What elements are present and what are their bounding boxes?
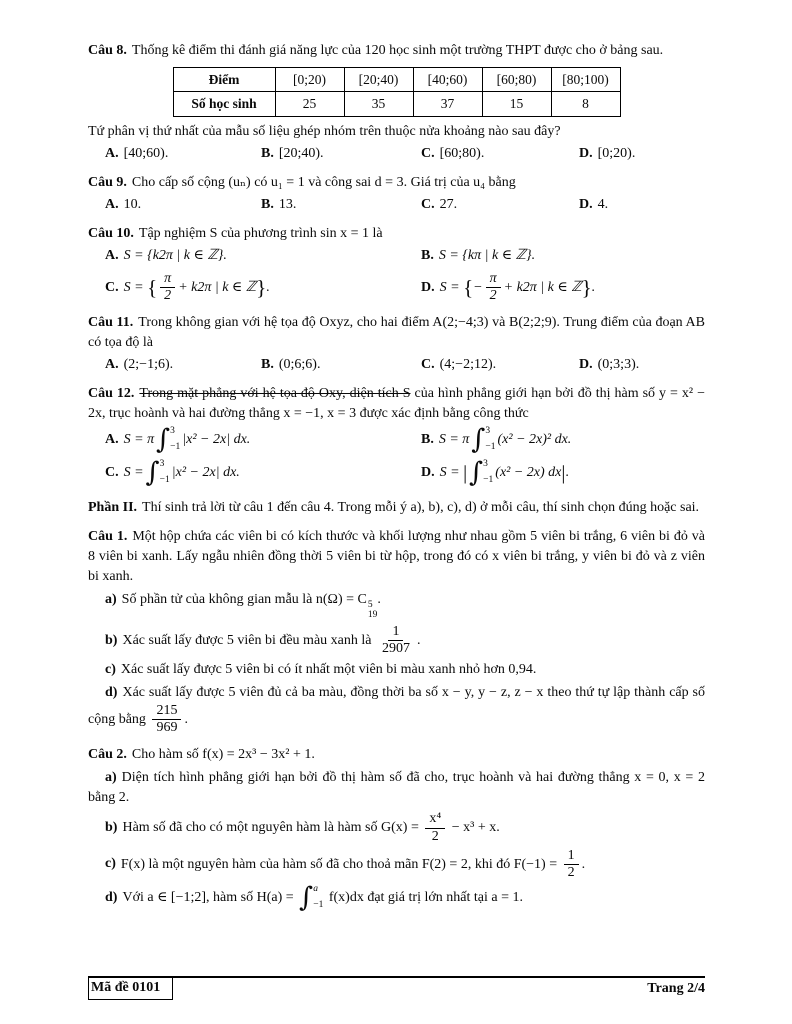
superscript: 5 <box>367 600 373 611</box>
option-label: D. <box>421 279 435 295</box>
denominator: 2 <box>567 864 575 880</box>
item-text: Xác suất lấy được 5 viên đủ cả ba màu, đồng thời ba số x − y, y − z, z − x theo thứ tự lập thành cấp số cộng bằng <box>88 685 705 727</box>
q12-option-d <box>421 459 705 487</box>
q9-number: Câu 9. <box>88 174 127 190</box>
integral-sign: ∫ <box>156 424 171 456</box>
expression: x² − 2x <box>186 432 227 448</box>
table-cell: [80;100) <box>551 68 620 92</box>
c1-item-d <box>88 683 705 736</box>
c1-item-c <box>88 660 705 680</box>
option-label: A. <box>105 432 119 448</box>
option-label: C. <box>105 279 119 295</box>
denominator: 2 <box>431 828 439 844</box>
question-9 <box>88 173 705 215</box>
abs-bar-large: | <box>561 461 566 484</box>
q12-option-c <box>105 459 421 487</box>
q8-option-b <box>261 144 421 164</box>
lower-bound: −1 <box>485 442 496 453</box>
option-label: B. <box>261 196 274 212</box>
fraction <box>160 271 175 304</box>
item-text-tail: − x³ + x. <box>451 820 500 836</box>
fraction <box>425 811 445 844</box>
q11-option-b <box>261 355 421 375</box>
question-12 <box>88 384 705 487</box>
table-cell: 35 <box>344 92 413 116</box>
q12-struck-text: Trong mặt phẳng với hệ tọa độ Oxy, diện tích S <box>139 385 411 401</box>
period: . <box>416 632 421 648</box>
table-cell: 15 <box>482 92 551 116</box>
table-data-row <box>173 92 620 116</box>
q11-stem <box>88 313 705 353</box>
integral <box>146 459 170 487</box>
q9-option-d <box>579 195 705 215</box>
fraction <box>152 703 181 736</box>
option-label: B. <box>421 432 434 448</box>
set-expression <box>147 248 227 263</box>
lower-bound: −1 <box>159 475 170 486</box>
part2-header <box>88 498 705 518</box>
q9-intro-text: Cho cấp số cộng (uₙ) có u₁ = 1 và công sai d = 3. Giá trị của u₄ bằng <box>131 174 516 190</box>
close-brace: } <box>256 274 267 299</box>
integral <box>471 426 495 454</box>
set-body: kπ | k ∈ ℤ <box>467 247 526 263</box>
c1-intro-text: Một hộp chứa các viên bi có kích thước và khối lượng như nhau gồm 5 viên bi trắng, 6 viên bi đỏ và 8 viên bi xanh. Lấy ngẫu nhiên đồng thời 5 viên bi từ hộp, trong đó có x viên bi trắng, y viên bi đỏ và z viên bi xanh. <box>88 528 705 585</box>
math-lhs: S = π <box>123 432 155 448</box>
q11-number: Câu 11. <box>88 314 134 330</box>
item-text: F(x) là một nguyên hàm của hàm số đã cho thoả mãn F(2) = 2, khi đó F(−1) = <box>120 856 558 872</box>
c2-intro-text: Cho hàm số f(x) = 2x³ − 3x² + 1. <box>131 747 315 763</box>
q10-option-a <box>105 246 421 266</box>
option-text: [60;80). <box>439 145 485 161</box>
close-brace: } <box>525 247 532 263</box>
table-cell: 8 <box>551 92 620 116</box>
integral <box>469 459 493 487</box>
math-lhs: S = <box>439 465 460 481</box>
set-body: k2π | k ∈ ℤ <box>152 247 218 263</box>
minus-sign: − <box>473 279 483 295</box>
item-text: Xác suất lấy được 5 viên bi đều màu xanh là <box>122 632 372 648</box>
period: . <box>266 279 270 295</box>
table-cell: 25 <box>275 92 344 116</box>
item-label: c) <box>105 856 116 872</box>
integral <box>299 884 323 912</box>
denominator: 2 <box>164 287 172 303</box>
expression: (x² − 2x) dx <box>495 465 562 481</box>
q8-option-c <box>421 144 579 164</box>
integral-sign: ∫ <box>299 882 314 914</box>
abs-bar: | <box>226 432 231 448</box>
option-text: (2;−1;6). <box>123 356 174 372</box>
q8-question: Tứ phân vị thứ nhất của mẫu số liệu ghép nhóm trên thuộc nửa khoảng nào sau đây? <box>88 123 561 139</box>
option-label: A. <box>105 145 119 161</box>
math-lhs: S = <box>123 279 144 295</box>
math-lhs: S = <box>439 279 460 295</box>
q12-option-a <box>105 426 421 454</box>
page-number: Trang 2/4 <box>647 980 705 996</box>
combination-indices <box>368 601 378 621</box>
table-header-row <box>173 68 620 92</box>
period: . <box>565 465 569 481</box>
period: . <box>184 712 188 727</box>
integral-bounds <box>160 459 170 487</box>
item-label: a) <box>105 770 117 786</box>
q10-stem <box>88 224 705 244</box>
item-text: Với a ∈ [−1;2], hàm số H(a) = <box>122 890 294 906</box>
q8-option-d <box>579 144 705 164</box>
option-text: (4;−2;12). <box>439 356 497 372</box>
math-lhs: S = <box>438 247 459 263</box>
q12-number: Câu 12. <box>88 385 135 401</box>
subscript: 19 <box>367 610 378 620</box>
c2-item-a <box>88 768 705 808</box>
q8-option-a <box>105 144 261 164</box>
q8-frequency-table <box>173 67 621 117</box>
option-text: [0;20). <box>597 145 636 161</box>
period: . <box>377 592 381 608</box>
differential: dx. <box>233 432 251 448</box>
numerator: π <box>486 271 501 288</box>
option-label: B. <box>261 145 274 161</box>
option-label: D. <box>421 465 435 481</box>
upper-bound: 3 <box>159 458 165 469</box>
part2-question-1 <box>88 527 705 736</box>
option-label: C. <box>421 196 435 212</box>
fraction <box>564 848 579 881</box>
q11-options <box>88 355 705 375</box>
q10-number: Câu 10. <box>88 225 134 241</box>
option-label: A. <box>105 247 119 263</box>
numerator: 1 <box>564 848 579 865</box>
option-text: 10. <box>123 196 142 212</box>
q11-option-c <box>421 355 579 375</box>
table-cell: Điểm <box>173 68 275 92</box>
option-label: A. <box>105 356 119 372</box>
c2-item-b <box>88 811 705 844</box>
integrand <box>182 432 230 447</box>
q10-option-d <box>421 271 705 304</box>
upper-bound: a <box>313 883 318 894</box>
q9-option-a <box>105 195 261 215</box>
table-cell: 37 <box>413 92 482 116</box>
option-label: D. <box>579 196 593 212</box>
c2-item-d <box>88 884 705 912</box>
q12-option-b <box>421 426 705 454</box>
integral-sign: ∫ <box>469 457 484 489</box>
q11-intro-text: Trong không gian với hệ tọa độ Oxyz, cho hai điểm A(2;−4;3) và B(2;2;9). Trung điểm của đoạn AB có tọa độ là <box>88 314 706 350</box>
math-lhs: S = <box>123 247 144 263</box>
numerator: x⁴ <box>425 811 445 828</box>
item-label: b) <box>105 632 118 648</box>
exam-code: Mã đề 0101 <box>88 978 173 1000</box>
item-text: Số phần tử của không gian mẫu là n(Ω) = C <box>121 592 367 608</box>
q8-stem <box>88 41 705 61</box>
differential: dx. <box>554 432 572 448</box>
set-expression <box>462 248 535 263</box>
expression: x² − 2x <box>175 465 216 481</box>
q9-option-c <box>421 195 579 215</box>
q8-number: Câu 8. <box>88 43 127 58</box>
option-label: D. <box>579 356 593 372</box>
abs-bar-large: | <box>463 461 468 484</box>
integral-bounds <box>313 884 323 912</box>
lower-bound: −1 <box>483 475 494 486</box>
c1-number: Câu 1. <box>88 528 128 544</box>
math-lhs: S = <box>123 465 144 481</box>
c2-number: Câu 2. <box>88 747 127 763</box>
question-8 <box>88 41 705 164</box>
c1-item-b <box>88 624 705 657</box>
abs-bar: | <box>171 465 176 481</box>
q10-option-c <box>105 271 421 304</box>
integral-bounds <box>485 426 495 454</box>
open-brace: { <box>463 274 474 299</box>
integrand <box>172 465 220 480</box>
item-label: d) <box>105 685 118 701</box>
c2-stem <box>88 745 705 765</box>
question-11 <box>88 313 705 375</box>
q10-option-b <box>421 246 705 266</box>
denominator: 969 <box>156 720 178 736</box>
part2-question-2 <box>88 745 705 914</box>
option-text: (0;6;6). <box>278 356 321 372</box>
close-brace: } <box>217 247 224 263</box>
q9-options <box>88 195 705 215</box>
table-cell: [0;20) <box>275 68 344 92</box>
q12-stem <box>88 384 705 424</box>
option-label: C. <box>421 145 435 161</box>
option-text: 27. <box>439 196 458 212</box>
period: . <box>531 247 536 263</box>
numerator: 215 <box>152 703 181 720</box>
page-footer <box>88 976 705 1000</box>
option-text: (0;3;3). <box>597 356 640 372</box>
q8-intro-text: Thống kê điểm thi đánh giá năng lực của 120 học sinh một trường THPT được cho ở bảng sau. <box>131 43 664 58</box>
item-label: c) <box>105 662 116 678</box>
option-label: A. <box>105 196 119 212</box>
c1-stem <box>88 527 705 587</box>
lower-bound: −1 <box>313 900 324 911</box>
abs-bar: | <box>215 465 220 481</box>
denominator: 2907 <box>381 641 410 657</box>
option-text: [40;60). <box>123 145 169 161</box>
table-cell: [60;80) <box>482 68 551 92</box>
set-body: + k2π | k ∈ ℤ <box>503 279 582 295</box>
part2-instructions: Thí sinh trả lời từ câu 1 đến câu 4. Trong mỗi ý a), b), c), d) ở mỗi câu, thí sinh chọn đúng hoặc sai. <box>142 499 700 515</box>
part2-label: Phần II. <box>88 499 138 515</box>
lower-bound: −1 <box>170 442 181 453</box>
upper-bound: 3 <box>485 425 491 436</box>
q9-stem <box>88 173 705 193</box>
table-cell: [20;40) <box>344 68 413 92</box>
integral-bounds <box>170 426 180 454</box>
option-text: 13. <box>278 196 297 212</box>
period: . <box>223 247 227 263</box>
item-text: Hàm số đã cho có một nguyên hàm là hàm số G(x) = <box>122 820 419 836</box>
fraction <box>486 271 501 304</box>
open-brace: { <box>147 247 153 263</box>
set-expression <box>147 270 270 303</box>
open-brace: { <box>147 274 158 299</box>
q11-option-a <box>105 355 261 375</box>
item-text-tail: f(x)dx đạt giá trị lớn nhất tại a = 1. <box>328 890 523 906</box>
integral-sign: ∫ <box>145 457 160 489</box>
option-label: C. <box>105 465 119 481</box>
period: . <box>591 279 596 295</box>
close-brace: } <box>581 274 592 299</box>
numerator: 1 <box>388 624 403 641</box>
fraction <box>378 624 414 657</box>
upper-bound: 3 <box>483 458 488 469</box>
item-label: a) <box>105 592 117 608</box>
q12-intro-text: của hình phẳng giới hạn bởi đồ thị hàm số y = x² − 2x, trục hoành và hai đường thẳng x = −1, x = 3 được xác định bằng công thức <box>88 385 705 421</box>
open-brace: { <box>462 247 468 263</box>
question-10 <box>88 224 705 304</box>
q10-intro-text: Tập nghiệm S của phương trình sin x = 1 là <box>138 225 383 241</box>
integral <box>156 426 180 454</box>
expression: (x² − 2x)² <box>497 432 552 448</box>
item-text: Xác suất lấy được 5 viên bi có ít nhất một viên bi màu xanh nhỏ hơn 0,94. <box>120 662 537 678</box>
c1-item-a <box>88 590 705 621</box>
option-label: D. <box>579 145 593 161</box>
set-body: + k2π | k ∈ ℤ <box>178 279 257 295</box>
integral-sign: ∫ <box>471 424 486 456</box>
upper-bound: 3 <box>170 425 175 436</box>
table-cell: Số học sinh <box>173 92 275 116</box>
math-lhs: S = π <box>438 432 470 448</box>
option-label: B. <box>421 247 434 263</box>
item-label: b) <box>105 820 118 836</box>
option-text: [20;40). <box>278 145 324 161</box>
option-text: 4. <box>597 196 609 212</box>
table-cell: [40;60) <box>413 68 482 92</box>
set-expression <box>463 270 596 303</box>
denominator: 2 <box>489 287 497 303</box>
c2-item-c <box>88 848 705 881</box>
period: . <box>581 856 586 872</box>
q10-options <box>88 246 705 304</box>
abs-bar: | <box>182 432 187 448</box>
option-label: B. <box>261 356 274 372</box>
option-label: C. <box>421 356 435 372</box>
q8-options <box>88 144 705 164</box>
q9-option-b <box>261 195 421 215</box>
numerator: π <box>160 271 175 288</box>
differential: dx. <box>223 465 240 481</box>
q12-options <box>88 426 705 487</box>
item-text: Diện tích hình phẳng giới hạn bởi đồ thị hàm số đã cho, trục hoành và hai đường thẳng x = 0, x = 2 bằng 2. <box>88 770 705 806</box>
q11-option-d <box>579 355 705 375</box>
item-label: d) <box>105 890 118 906</box>
integral-bounds <box>483 459 493 487</box>
